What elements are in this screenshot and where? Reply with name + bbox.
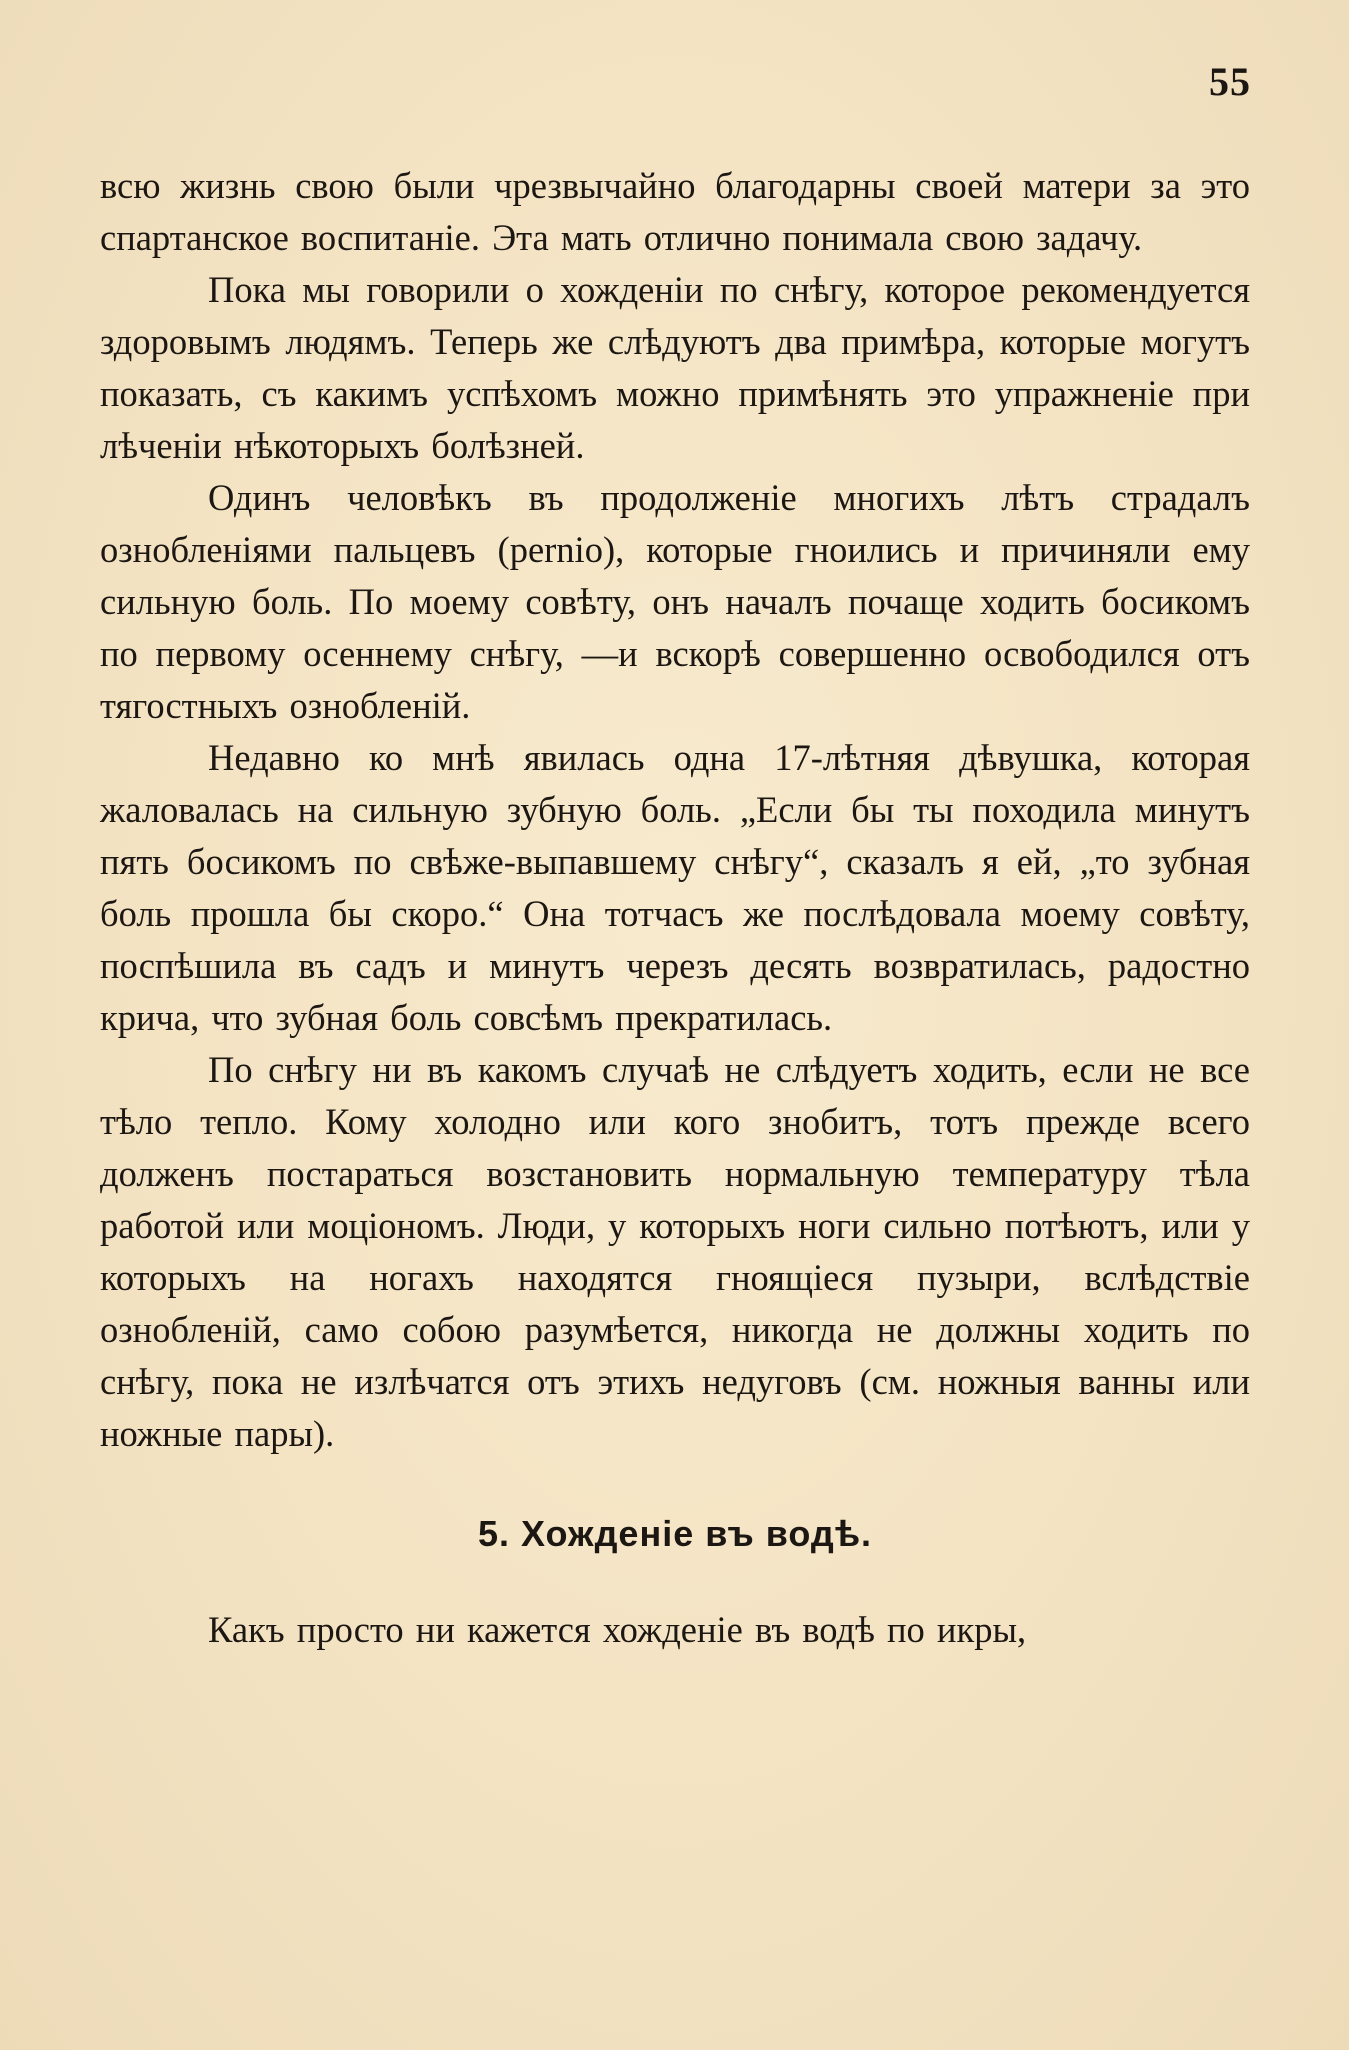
body-text [100,160,1250,1656]
page-number: 55 [1209,59,1251,104]
paragraph-snow-warning: По снѣгу ни въ какомъ случаѣ не слѣдуетъ ходить, если не все тѣло тепло. Кому холодно или кого знобитъ, тотъ прежде всего долженъ постараться возстановить нормальную температуру тѣла работой или моціономъ. Люди, у которыхъ ноги сильно потѣютъ, или у которыхъ на ногахъ находятся гноящіеся пузыри, вслѣдствіе ознобленій, само собою разумѣется, никогда не должны ходить по снѣгу, пока не излѣчатся отъ этихъ недуговъ (см. ножныя ванны или ножные пары). [100,1049,1250,1454]
paragraph-water-walking-start: Какъ просто ни кажется хожденіе въ водѣ по икры, [208,1609,1027,1650]
paragraph-toothache-example: Недавно ко мнѣ явилась одна 17-лѣтняя дѣвушка, которая жаловалась на сильную зубную боль. „Если бы ты походила минутъ пять босикомъ по свѣже-выпавшему снѣгу“, сказалъ я ей, „то зубная боль прошла бы скоро.“ Она тотчасъ же послѣдовала моему совѣту, поспѣшила въ садъ и минутъ черезъ десять возвратилась, радостно крича, что зубная боль совсѣмъ прекратилась. [100,737,1250,1038]
paragraph-continued: всю жизнь свою были чрезвычайно благодарны своей матери за это спартанское воспитаніе. Эта мать отлично понимала свою задачу. [100,165,1250,258]
paragraph-chilblains-example: Одинъ человѣкъ въ продолженіе многихъ лѣтъ страдалъ ознобленіями пальцевъ (pernio), которые гноились и причиняли ему сильную боль. По моему совѣту, онъ началъ почаще ходить босикомъ по первому осеннему снѣгу, —и вскорѣ совершенно освободился отъ тягостныхъ ознобленій. [100,477,1250,726]
paragraph-snow-walking-intro: Пока мы говорили о хожденіи по снѣгу, которое рекомендуется здоровымъ людямъ. Теперь же слѣдуютъ два примѣра, которые могутъ показать, съ какимъ успѣхомъ можно примѣнять это упражненіе при лѣченіи нѣкоторыхъ болѣзней. [100,269,1250,466]
section-heading: 5. Хожденіе въ водѣ. [477,1513,873,1554]
